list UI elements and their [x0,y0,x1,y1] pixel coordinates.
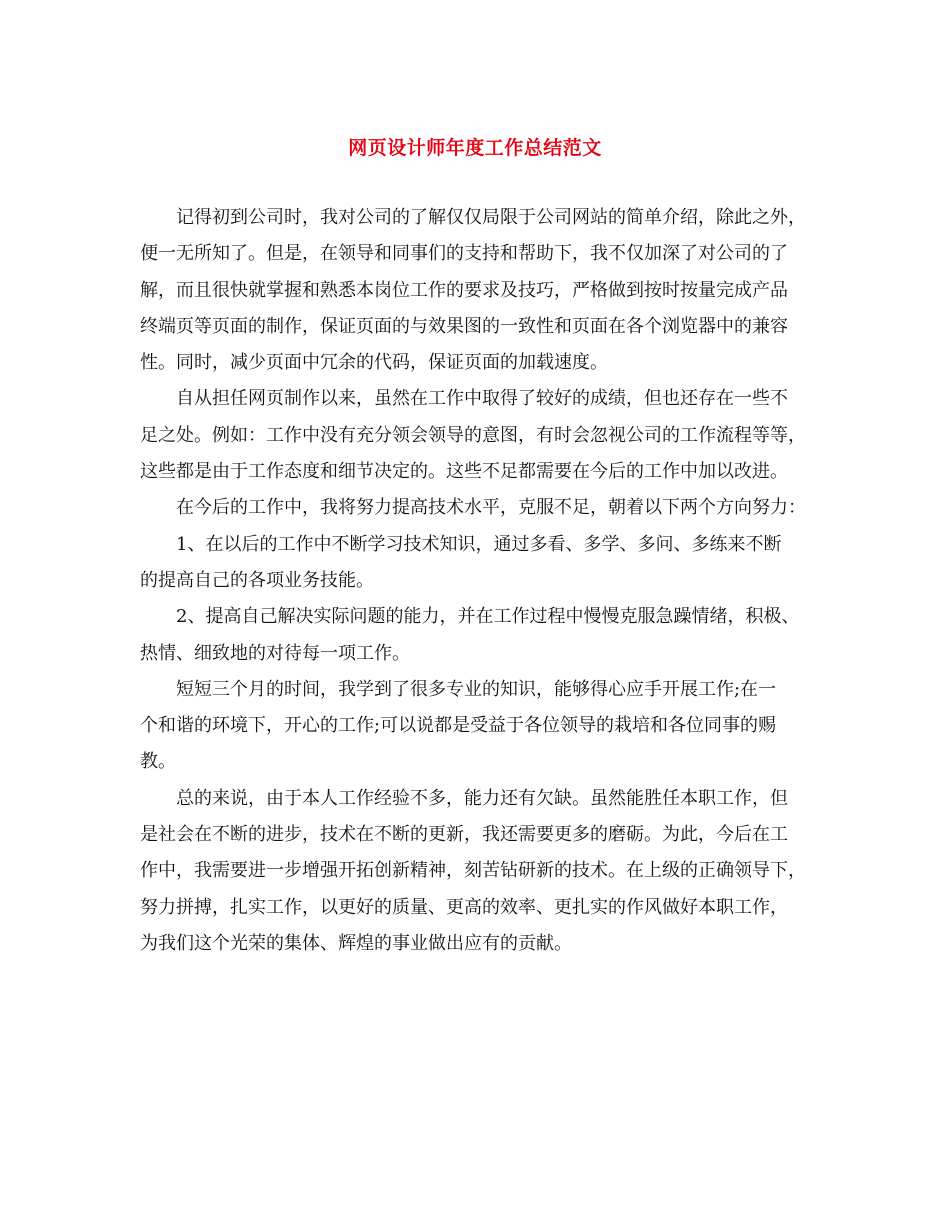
paragraph-line: 解，而且很快就掌握和熟悉本岗位工作的要求及技巧，严格做到按时按量完成产品 [140,279,788,301]
paragraph-line: 足之处。例如：工作中没有充分领会领导的意图，有时会忽视公司的工作流程等等， [140,424,806,446]
paragraph-line: 性。同时，减少页面中冗余的代码，保证页面的加载速度。 [140,352,608,374]
paragraph-line: 短短三个月的时间，我学到了很多专业的知识，能够得心应手开展工作;在一 [176,678,777,700]
paragraph-line: 在今后的工作中，我将努力提高技术水平，克服不足，朝着以下两个方向努力： [176,497,806,519]
paragraph-line: 便一无所知了。但是，在领导和同事们的支持和帮助下，我不仅加深了对公司的了 [140,243,788,265]
paragraph-line: 的提高自己的各项业务技能。 [140,569,374,591]
paragraph-4 [140,527,840,600]
paragraph-1 [140,200,840,381]
paragraph-6 [140,672,840,781]
paragraph-line: 这些都是由于工作态度和细节决定的。这些不足都需要在今后的工作中加以改进。 [140,461,788,483]
paragraph-line: 作中，我需要进一步增强开拓创新精神，刻苦钻研新的技术。在上级的正确领导下， [140,860,806,882]
paragraph-line: 努力拼搏，扎实工作，以更好的质量、更高的效率、更扎实的作风做好本职工作， [140,896,788,918]
paragraph-line: 为我们这个光荣的集体、辉煌的事业做出应有的贡献。 [140,932,572,954]
paragraph-7 [140,781,840,962]
paragraph-line: 是社会在不断的进步，技术在不断的更新，我还需要更多的磨砺。为此，今后在工 [140,824,788,846]
paragraph-2 [140,381,840,490]
document-body [140,200,840,962]
paragraph-line: 自从担任网页制作以来，虽然在工作中取得了较好的成绩，但也还存在一些不 [176,388,788,410]
paragraph-line: 终端页等页面的制作，保证页面的与效果图的一致性和页面在各个浏览器中的兼容 [140,315,788,337]
paragraph-5 [140,599,840,672]
paragraph-line: 热情、细致地的对待每一项工作。 [140,642,410,664]
document-title: 网页设计师年度工作总结范文 [348,137,602,159]
paragraph-line: 个和谐的环境下，开心的工作;可以说都是受益于各位领导的栽培和各位同事的赐 [140,715,777,737]
paragraph-line: 教。 [140,751,176,773]
paragraph-line: 2、提高自己解决实际问题的能力，并在工作过程中慢慢克服急躁情绪，积极、 [176,606,800,628]
paragraph-line: 1、在以后的工作中不断学习技术知识，通过多看、多学、多问、多练来不断 [176,533,782,555]
paragraph-line: 总的来说，由于本人工作经验不多，能力还有欠缺。虽然能胜任本职工作，但 [176,787,788,809]
paragraph-3 [140,490,840,526]
paragraph-line: 记得初到公司时，我对公司的了解仅仅局限于公司网站的简单介绍，除此之外， [176,207,806,228]
